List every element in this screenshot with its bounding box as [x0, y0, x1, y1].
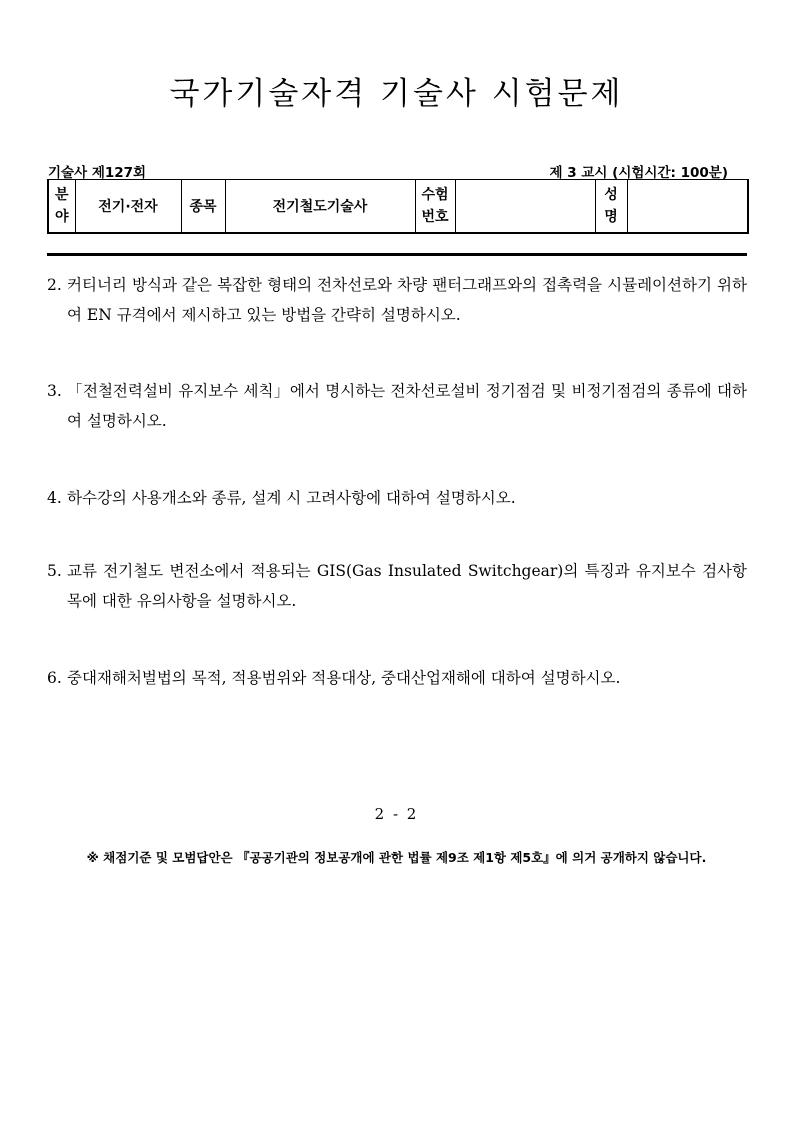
question-item [47, 376, 747, 436]
name-label-2: 명 [604, 209, 618, 225]
exam-number-field[interactable] [455, 180, 595, 234]
name-label-cell [595, 180, 627, 234]
exam-round: 기술사 제127회 [48, 165, 147, 181]
page-number: 2 - 2 [374, 805, 419, 823]
question-number: 5. [47, 562, 62, 580]
field-value: 전기·전자 [75, 180, 181, 234]
field-label-cell [48, 180, 75, 234]
question-number: 4. [47, 489, 62, 507]
question-text: 중대재해처벌법의 목적, 적용범위와 적용대상, 중대산업재해에 대하여 설명하시오. [67, 669, 621, 687]
header-divider [47, 253, 747, 256]
question-list [47, 270, 747, 693]
question-item [47, 663, 747, 693]
exam-info-table [47, 179, 749, 234]
question-text: 교류 전기철도 변전소에서 적용되는 GIS(Gas Insulated Switchgear)의 특징과 유지보수 검사항목에 대한 유의사항을 설명하시오. [67, 562, 747, 610]
question-item [47, 556, 747, 616]
field-label-2: 야 [54, 209, 69, 225]
question-text: 하수강의 사용개소와 종류, 설계 시 고려사항에 대하여 설명하시오. [67, 489, 516, 507]
name-field[interactable] [627, 180, 748, 234]
exam-session: 제 3 교시 (시험시간: 100분) [549, 165, 728, 181]
question-text: 커티너리 방식과 같은 복잡한 형태의 전차선로와 차량 팬터그래프와의 접촉력을 시뮬레이션하기 위하여 EN 규격에서 제시하고 있는 방법을 간략히 설명하시오. [67, 276, 747, 324]
exam-number-label-1: 수험 [421, 187, 449, 203]
question-item [47, 270, 747, 330]
grading-notice: ※ 채점기준 및 모범답안은 『공공기관의 정보공개에 관한 법률 제9조 제1항 제5호』에 의거 공개하지 않습니다. [86, 850, 707, 865]
exam-meta-row [48, 161, 746, 179]
exam-number-label-cell [415, 180, 455, 234]
category-value: 전기철도기술사 [225, 180, 415, 234]
category-label: 종목 [181, 180, 225, 234]
question-number: 6. [47, 669, 62, 687]
question-text: 「전철전력설비 유지보수 세칙」에서 명시하는 전차선로설비 정기점검 및 비정기점검의 종류에 대하여 설명하시오. [67, 382, 747, 430]
name-label-1: 성 [604, 187, 618, 203]
exam-title: 국가기술자격 기술사 시험문제 [169, 76, 624, 112]
question-item [47, 483, 747, 513]
question-number: 2. [47, 276, 62, 294]
exam-number-label-2: 번호 [421, 209, 449, 225]
question-number: 3. [47, 382, 62, 400]
field-label-1: 분 [54, 187, 69, 203]
